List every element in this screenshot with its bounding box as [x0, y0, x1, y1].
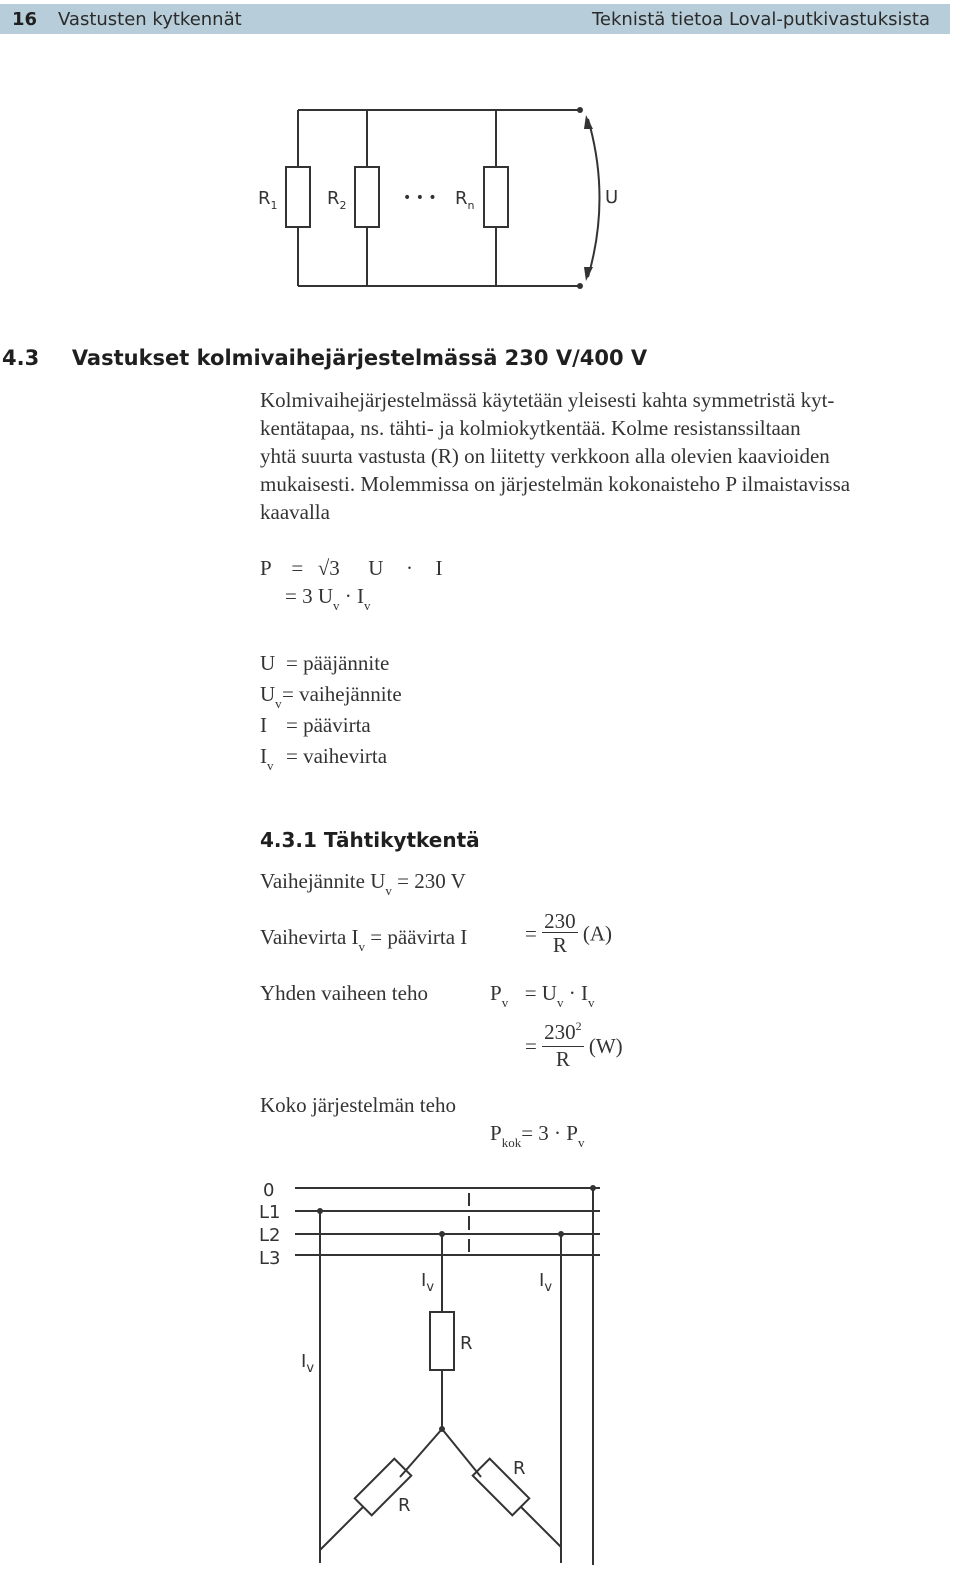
- definition-item: $I_v$ = vaihevirta: [260, 744, 388, 773]
- power-formula-line2: = 3 $U_v \cdot I_v$: [285, 584, 371, 613]
- label-r2: $R_2$: [327, 188, 347, 212]
- total-power-formula: $P_{kok}= 3 \cdot P_v$: [490, 1121, 585, 1150]
- resistor-top: [430, 1312, 454, 1370]
- ellipsis-dots: • • •: [403, 190, 437, 206]
- phase-power-formula-2: = $\frac{230^2}{R}$ (W): [525, 1019, 623, 1071]
- label-voltage: U: [605, 187, 619, 208]
- parallel-resistor-diagram: [255, 85, 645, 310]
- section-paragraph: [260, 386, 850, 526]
- page-header: [0, 4, 950, 34]
- paragraph-line: Kolmivaihejärjestelmässä käytetään yleisesti kahta symmetristä kyt-: [260, 388, 835, 412]
- section-number: 4.3: [2, 346, 40, 370]
- arrow-head-top: [584, 115, 593, 129]
- star-connection-diagram: [255, 1175, 615, 1570]
- phase-current-formula: = $\frac{230}{R}$ (A): [525, 909, 612, 957]
- current-label-left: $I_v$: [301, 1351, 315, 1376]
- resistor-r1: [286, 167, 310, 227]
- current-label-middle: $I_v$: [421, 1270, 435, 1295]
- document-title: Teknistä tietoa Loval-putkivastuksista: [591, 9, 930, 30]
- definitions-list: [260, 649, 402, 773]
- phase-voltage-line: Vaihejännite $U_v = 230$ V: [260, 869, 466, 898]
- section-heading: [2, 346, 647, 370]
- bus-label-0: 0: [263, 1180, 275, 1201]
- bus-label-l1: L1: [259, 1202, 281, 1223]
- paragraph-line: yhtä suurta vastusta (R) on liitetty verkkoon alla olevien kaavioiden: [260, 444, 830, 468]
- resistor-r2: [355, 167, 379, 227]
- voltage-arc: [588, 119, 600, 277]
- power-formula-line1: P = √3 U · I: [260, 556, 443, 580]
- label-r1: $R_1$: [258, 188, 278, 212]
- paragraph-line: kaavalla: [260, 500, 330, 524]
- chapter-title: Vastusten kytkennät: [58, 9, 242, 30]
- paragraph-line: mukaisesti. Molemmissa on järjestelmän kokonaisteho P ilmaistavissa: [260, 472, 851, 496]
- paragraph-line: kentätapaa, ns. tähti- ja kolmiokytkentää. Kolme resistanssiltaan: [260, 416, 801, 440]
- section-title: Vastukset kolmivaihejärjestelmässä 230 V/400 V: [71, 346, 648, 370]
- definition-item: I = päävirta: [260, 713, 371, 737]
- page-number: 16: [12, 9, 38, 30]
- total-power-label: Koko järjestelmän teho: [260, 1093, 456, 1117]
- phase-power-label: Yhden vaiheen teho: [260, 981, 428, 1005]
- resistor-label-top: R: [460, 1333, 473, 1354]
- subsection-heading: [260, 828, 480, 852]
- phase-current-line: Vaihevirta $I_v$ = päävirta I: [260, 925, 468, 954]
- subsection-title: Tähtikytkentä: [323, 828, 480, 852]
- definition-item: U = pääjännite: [260, 651, 390, 675]
- current-label-right: $I_v$: [539, 1270, 553, 1295]
- resistor-label-right: R: [513, 1458, 526, 1479]
- bus-label-l3: L3: [259, 1248, 281, 1269]
- bus-label-l2: L2: [259, 1225, 281, 1246]
- resistor-rn: [484, 167, 508, 227]
- arrow-head-bottom: [584, 267, 593, 281]
- resistor-label-left: R: [398, 1495, 411, 1516]
- definition-item: $U_v=$ vaihejännite: [260, 682, 402, 711]
- subsection-number: 4.3.1: [260, 828, 317, 852]
- phase-power-formula: $P_v = U_v \cdot I_v$: [490, 981, 595, 1010]
- label-rn: $R_n$: [455, 188, 475, 212]
